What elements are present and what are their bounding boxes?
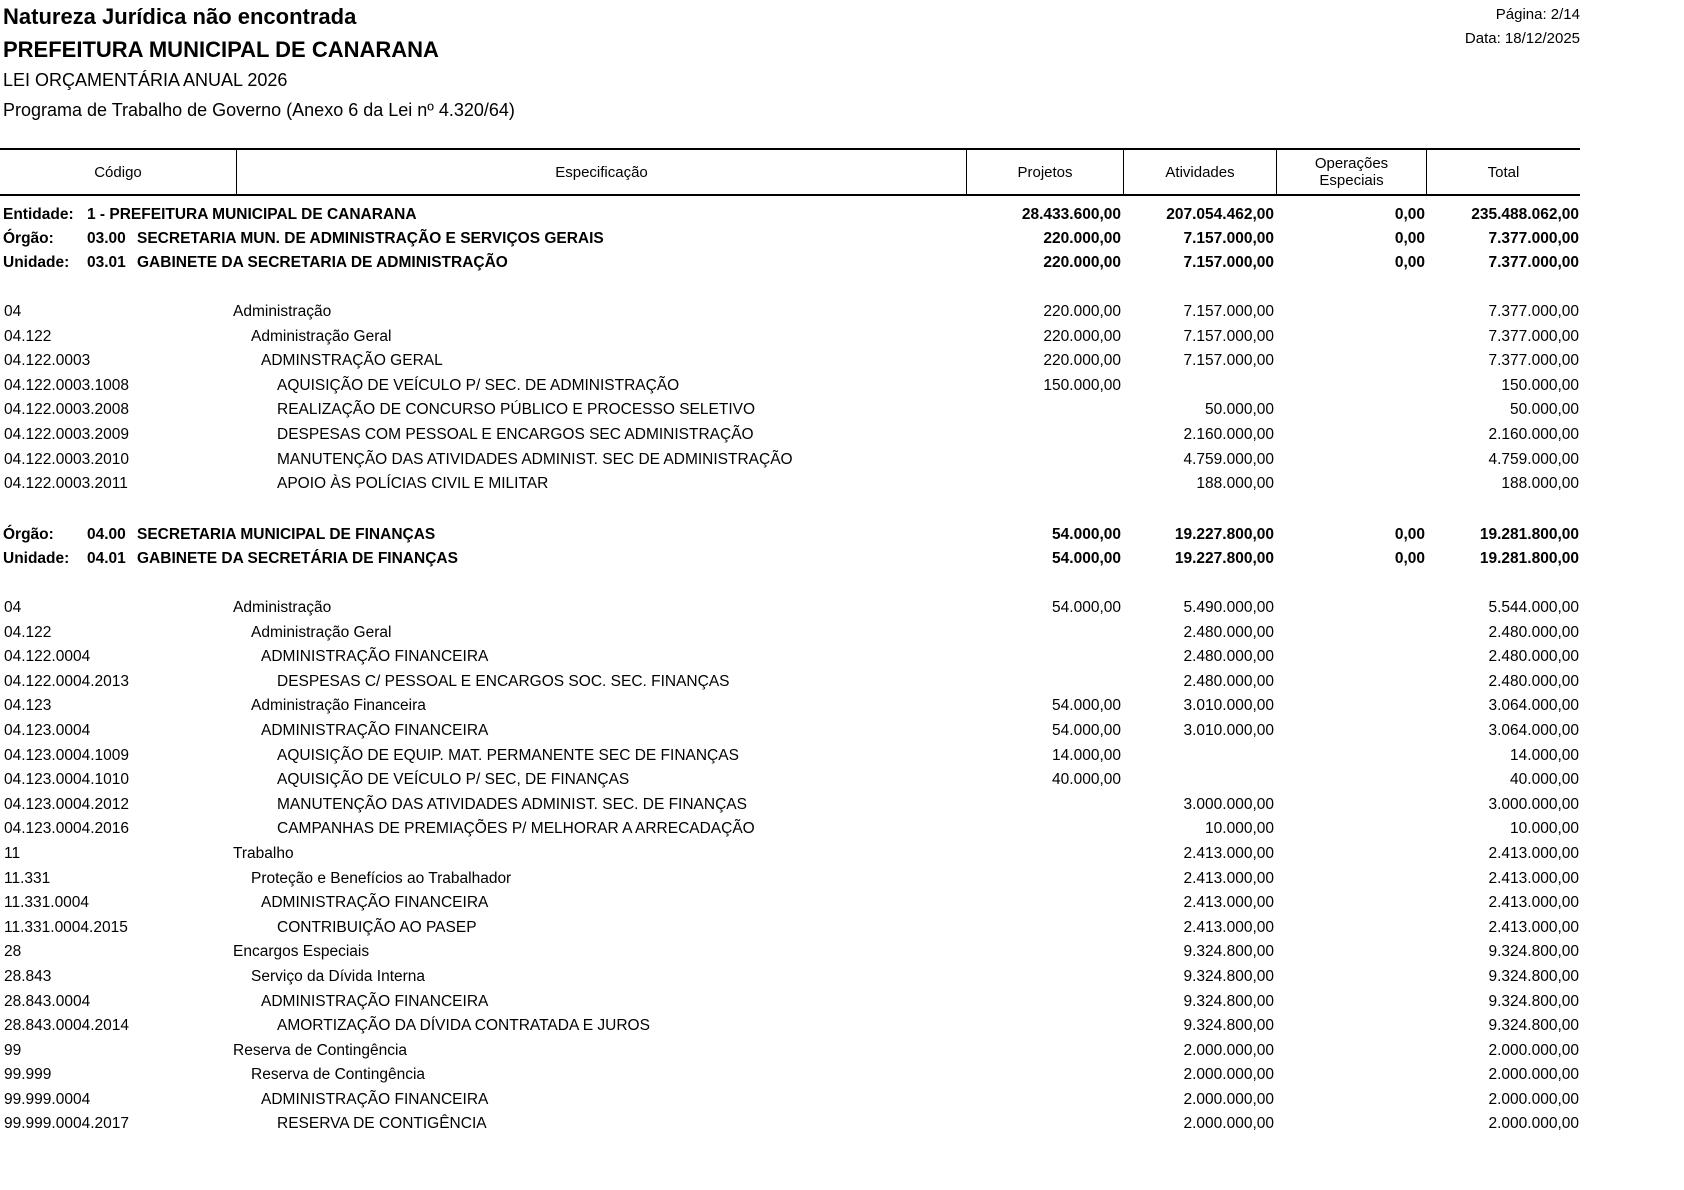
value-atividades: 4.759.000,00	[1183, 450, 1274, 468]
table-header	[0, 148, 1580, 196]
summary-name: SECRETARIA MUNICIPAL DE FINANÇAS	[137, 526, 436, 543]
row-specification: ADMINISTRAÇÃO FINANCEIRA	[261, 894, 489, 912]
value-projetos: 220.000,00	[1043, 230, 1121, 247]
row-code: 28	[4, 943, 22, 961]
report-program: Programa de Trabalho de Governo (Anexo 6 da Lei nº 4.320/64)	[3, 100, 515, 120]
row-code: 04.123.0004.2012	[4, 795, 129, 813]
summary-name: GABINETE DA SECRETÁRIA DE FINANÇAS	[137, 550, 458, 567]
row-code: 04.122.0004	[4, 648, 91, 666]
value-atividades: 9.324.800,00	[1183, 943, 1274, 961]
value-atividades: 2.413.000,00	[1183, 918, 1274, 936]
table-row	[0, 1112, 1580, 1137]
table-row	[0, 1039, 1580, 1064]
value-atividades: 7.157.000,00	[1183, 352, 1274, 370]
value-atividades: 188.000,00	[1196, 475, 1274, 493]
value-total: 2.000.000,00	[1488, 1066, 1579, 1084]
row-code: 99	[4, 1041, 22, 1059]
value-atividades: 2.160.000,00	[1183, 425, 1274, 443]
value-total: 235.488.062,00	[1471, 206, 1579, 223]
row-specification: Proteção e Benefícios ao Trabalhador	[251, 869, 512, 887]
row-code: 04.123.0004.1010	[4, 771, 129, 789]
report-law: LEI ORÇAMENTÁRIA ANUAL 2026	[3, 70, 288, 90]
row-specification: Administração	[233, 599, 332, 616]
row-code: 04.123.0004.1009	[4, 746, 129, 764]
row-specification: Administração Geral	[251, 327, 392, 345]
value-operacoes: 0,00	[1394, 254, 1425, 271]
row-code: 04.122.0003.2010	[4, 450, 129, 468]
row-specification: ADMINISTRAÇÃO FINANCEIRA	[261, 992, 489, 1010]
row-code: 99.999.0004.2017	[4, 1115, 129, 1133]
summary-label	[3, 254, 508, 272]
row-specification: Reserva de Contingência	[251, 1066, 426, 1084]
row-code: 28.843	[4, 967, 52, 985]
value-atividades: 10.000,00	[1205, 820, 1274, 838]
summary-label	[3, 526, 435, 544]
value-total: 40.000,00	[1510, 771, 1579, 789]
value-total: 3.000.000,00	[1488, 795, 1579, 813]
summary-kind: Unidade:	[3, 550, 70, 567]
table-row	[0, 891, 1580, 916]
row-specification: Trabalho	[233, 844, 294, 862]
value-operacoes: 0,00	[1394, 206, 1425, 223]
value-total: 2.413.000,00	[1488, 918, 1579, 936]
column-header-codigo: Código	[0, 150, 237, 194]
value-atividades: 2.413.000,00	[1183, 894, 1274, 912]
value-total: 9.324.800,00	[1488, 943, 1579, 961]
value-total: 9.324.800,00	[1488, 992, 1579, 1010]
row-code: 11	[4, 844, 21, 862]
value-total: 19.281.800,00	[1479, 550, 1579, 567]
row-specification: RESERVA DE CONTIGÊNCIA	[277, 1115, 487, 1133]
row-specification: AQUISIÇÃO DE VEÍCULO P/ SEC, DE FINANÇAS	[277, 771, 630, 789]
value-total: 2.000.000,00	[1488, 1115, 1579, 1133]
table-row	[0, 423, 1580, 448]
value-total: 4.759.000,00	[1488, 450, 1579, 468]
row-specification: Encargos Especiais	[233, 943, 370, 961]
table-row	[0, 645, 1580, 670]
row-specification: MANUTENÇÃO DAS ATIVIDADES ADMINIST. SEC DE ADMINISTRAÇÃO	[277, 450, 793, 468]
value-atividades: 3.000.000,00	[1183, 795, 1274, 813]
value-total: 7.377.000,00	[1488, 254, 1579, 271]
row-specification: MANUTENÇÃO DAS ATIVIDADES ADMINIST. SEC. DE FINANÇAS	[277, 795, 747, 813]
value-projetos: 54.000,00	[1052, 526, 1121, 543]
row-code: 28.843.0004.2014	[4, 1017, 129, 1035]
value-atividades: 19.227.800,00	[1174, 526, 1274, 543]
value-atividades: 2.000.000,00	[1183, 1066, 1274, 1084]
value-total: 7.377.000,00	[1488, 230, 1579, 247]
table-body-financas	[0, 596, 1580, 1137]
row-specification: CONTRIBUIÇÃO AO PASEP	[277, 918, 477, 936]
report-subtitle: Natureza Jurídica não encontrada	[3, 4, 357, 29]
summary-row	[0, 523, 1580, 547]
value-atividades: 9.324.800,00	[1183, 967, 1274, 985]
value-total: 50.000,00	[1510, 401, 1579, 419]
value-atividades: 7.157.000,00	[1183, 254, 1274, 271]
value-atividades: 2.480.000,00	[1183, 648, 1274, 666]
report-title: PREFEITURA MUNICIPAL DE CANARANA	[3, 37, 439, 62]
summary-row	[0, 251, 1580, 275]
row-specification: Administração Financeira	[251, 697, 426, 715]
value-projetos: 220.000,00	[1043, 327, 1121, 345]
table-row	[0, 349, 1580, 374]
value-atividades: 5.490.000,00	[1183, 599, 1274, 616]
value-projetos: 54.000,00	[1052, 721, 1121, 739]
value-total: 7.377.000,00	[1488, 303, 1579, 320]
summary-kind: Entidade:	[3, 206, 74, 223]
value-atividades: 3.010.000,00	[1183, 721, 1274, 739]
value-total: 5.544.000,00	[1488, 599, 1579, 616]
summary-block-administracao	[0, 203, 1580, 275]
row-specification: AMORTIZAÇÃO DA DÍVIDA CONTRATADA E JUROS	[277, 1017, 650, 1035]
value-total: 19.281.800,00	[1479, 526, 1579, 543]
value-atividades: 9.324.800,00	[1183, 992, 1274, 1010]
table-row	[0, 817, 1580, 842]
value-atividades: 2.413.000,00	[1183, 869, 1274, 887]
value-total: 14.000,00	[1510, 746, 1579, 764]
value-projetos: 220.000,00	[1043, 352, 1121, 370]
row-code: 11.331.0004	[4, 894, 90, 912]
value-atividades: 2.000.000,00	[1183, 1090, 1274, 1108]
summary-name: GABINETE DA SECRETARIA DE ADMINISTRAÇÃO	[137, 254, 508, 271]
summary-label	[3, 206, 417, 224]
value-operacoes: 0,00	[1394, 550, 1425, 567]
value-projetos: 40.000,00	[1052, 771, 1121, 789]
value-atividades: 50.000,00	[1205, 401, 1274, 419]
value-total: 188.000,00	[1501, 475, 1579, 493]
value-total: 2.480.000,00	[1488, 623, 1579, 641]
column-header-operacoes: Operações Especiais	[1277, 150, 1427, 194]
table-row	[0, 670, 1580, 695]
row-code: 04.123.0004.2016	[4, 820, 129, 838]
value-projetos: 54.000,00	[1052, 697, 1121, 715]
row-specification: ADMINISTRAÇÃO FINANCEIRA	[261, 1090, 489, 1108]
row-code: 04.122.0004.2013	[4, 672, 129, 690]
row-code: 04.123.0004	[4, 721, 91, 739]
row-code: 04.122.0003.2011	[4, 475, 128, 493]
summary-code: 03.00	[87, 230, 126, 247]
value-total: 2.480.000,00	[1488, 648, 1579, 666]
value-total: 2.160.000,00	[1488, 425, 1579, 443]
report-date: Data: 18/12/2025	[1464, 30, 1580, 47]
summary-kind: Órgão:	[3, 526, 54, 543]
summary-name: SECRETARIA MUN. DE ADMINISTRAÇÃO E SERVIÇOS GERAIS	[137, 230, 604, 247]
row-code: 04.122.0003.1008	[4, 376, 129, 394]
summary-code: 03.01	[87, 254, 126, 271]
row-code: 04.122	[4, 623, 52, 641]
column-header-atividades: Atividades	[1124, 150, 1277, 194]
summary-code: 1 - PREFEITURA MUNICIPAL DE CANARANA	[87, 206, 417, 223]
value-projetos: 220.000,00	[1043, 303, 1121, 320]
row-specification: ADMINSTRAÇÃO GERAL	[261, 352, 443, 370]
row-code: 04.123	[4, 697, 52, 715]
column-header-especificacao: Especificação	[237, 150, 967, 194]
table-row	[0, 940, 1580, 965]
value-atividades: 2.000.000,00	[1183, 1041, 1274, 1059]
row-specification: AQUISIÇÃO DE EQUIP. MAT. PERMANENTE SEC DE FINANÇAS	[277, 746, 739, 764]
table-row	[0, 472, 1580, 497]
value-operacoes: 0,00	[1394, 230, 1425, 247]
value-projetos: 220.000,00	[1043, 254, 1121, 271]
table-row	[0, 621, 1580, 646]
table-row	[0, 1088, 1580, 1113]
table-row	[0, 965, 1580, 990]
table-row	[0, 448, 1580, 473]
value-atividades: 3.010.000,00	[1183, 697, 1274, 715]
row-specification: CAMPANHAS DE PREMIAÇÕES P/ MELHORAR A ARRECADAÇÃO	[277, 820, 755, 838]
row-code: 28.843.0004	[4, 992, 91, 1010]
row-specification: REALIZAÇÃO DE CONCURSO PÚBLICO E PROCESSO SELETIVO	[277, 401, 756, 419]
row-code: 11.331.0004.2015	[4, 918, 128, 936]
summary-label	[3, 550, 458, 568]
table-row	[0, 719, 1580, 744]
value-atividades: 19.227.800,00	[1174, 550, 1274, 567]
value-total: 150.000,00	[1501, 376, 1579, 394]
value-atividades: 2.480.000,00	[1183, 672, 1274, 690]
table-row	[0, 744, 1580, 769]
value-total: 3.064.000,00	[1488, 697, 1579, 715]
value-total: 2.413.000,00	[1488, 844, 1579, 862]
table-body-administracao	[0, 300, 1580, 497]
summary-row	[0, 547, 1580, 571]
value-projetos: 150.000,00	[1043, 376, 1121, 394]
value-total: 2.000.000,00	[1488, 1041, 1579, 1059]
value-projetos: 54.000,00	[1052, 599, 1121, 616]
table-row	[0, 990, 1580, 1015]
row-specification: Administração	[233, 303, 332, 320]
value-projetos: 28.433.600,00	[1021, 206, 1121, 223]
summary-block-financas	[0, 523, 1580, 571]
value-atividades: 2.413.000,00	[1183, 844, 1274, 862]
table-row	[0, 300, 1580, 325]
row-specification: DESPESAS C/ PESSOAL E ENCARGOS SOC. SEC. FINANÇAS	[277, 672, 730, 690]
row-code: 11.331	[4, 869, 51, 887]
value-atividades: 207.054.462,00	[1166, 206, 1274, 223]
column-header-projetos: Projetos	[967, 150, 1124, 194]
row-code: 04.122	[4, 327, 52, 345]
table-row	[0, 1063, 1580, 1088]
summary-label	[3, 230, 604, 248]
value-total: 7.377.000,00	[1488, 327, 1579, 345]
summary-code: 04.01	[87, 550, 126, 567]
table-row	[0, 842, 1580, 867]
row-code: 04.122.0003	[4, 352, 91, 370]
row-code: 04.122.0003.2008	[4, 401, 129, 419]
value-atividades: 7.157.000,00	[1183, 327, 1274, 345]
summary-code: 04.00	[87, 526, 126, 543]
value-total: 2.480.000,00	[1488, 672, 1579, 690]
row-specification: Serviço da Dívida Interna	[251, 967, 426, 985]
row-specification: DESPESAS COM PESSOAL E ENCARGOS SEC ADMINISTRAÇÃO	[277, 425, 754, 443]
value-atividades: 2.480.000,00	[1183, 623, 1274, 641]
summary-row	[0, 227, 1580, 251]
summary-kind: Unidade:	[3, 254, 70, 271]
table-row	[0, 398, 1580, 423]
row-code: 99.999.0004	[4, 1090, 91, 1108]
row-code: 04	[4, 599, 22, 616]
row-code: 04	[4, 303, 22, 320]
table-row	[0, 596, 1580, 621]
row-specification: Reserva de Contingência	[233, 1041, 408, 1059]
value-atividades: 7.157.000,00	[1183, 303, 1274, 320]
value-total: 2.413.000,00	[1488, 869, 1579, 887]
table-row	[0, 325, 1580, 350]
value-operacoes: 0,00	[1394, 526, 1425, 543]
value-total: 2.413.000,00	[1488, 894, 1579, 912]
value-projetos: 54.000,00	[1052, 550, 1121, 567]
row-specification: ADMINISTRAÇÃO FINANCEIRA	[261, 648, 489, 666]
table-row	[0, 374, 1580, 399]
row-specification: ADMINISTRAÇÃO FINANCEIRA	[261, 721, 489, 739]
value-total: 9.324.800,00	[1488, 1017, 1579, 1035]
row-specification: APOIO ÀS POLÍCIAS CIVIL E MILITAR	[277, 475, 549, 493]
row-code: 04.122.0003.2009	[4, 425, 129, 443]
value-total: 9.324.800,00	[1488, 967, 1579, 985]
value-atividades: 7.157.000,00	[1183, 230, 1274, 247]
row-code: 99.999	[4, 1066, 52, 1084]
value-total: 2.000.000,00	[1488, 1090, 1579, 1108]
value-atividades: 9.324.800,00	[1183, 1017, 1274, 1035]
value-total: 3.064.000,00	[1488, 721, 1579, 739]
value-total: 7.377.000,00	[1488, 352, 1579, 370]
page-number: Página: 2/14	[1495, 6, 1580, 23]
summary-row	[0, 203, 1580, 227]
value-atividades: 2.000.000,00	[1183, 1115, 1274, 1133]
table-row	[0, 867, 1580, 892]
value-projetos: 14.000,00	[1052, 746, 1121, 764]
row-specification: AQUISIÇÃO DE VEÍCULO P/ SEC. DE ADMINISTRAÇÃO	[277, 376, 680, 394]
table-row	[0, 768, 1580, 793]
value-total: 10.000,00	[1510, 820, 1579, 838]
table-row	[0, 694, 1580, 719]
table-row	[0, 1014, 1580, 1039]
row-specification: Administração Geral	[251, 623, 392, 641]
column-header-total: Total	[1487, 163, 1520, 181]
table-row	[0, 793, 1580, 818]
table-row	[0, 916, 1580, 941]
summary-kind: Órgão:	[3, 230, 54, 247]
